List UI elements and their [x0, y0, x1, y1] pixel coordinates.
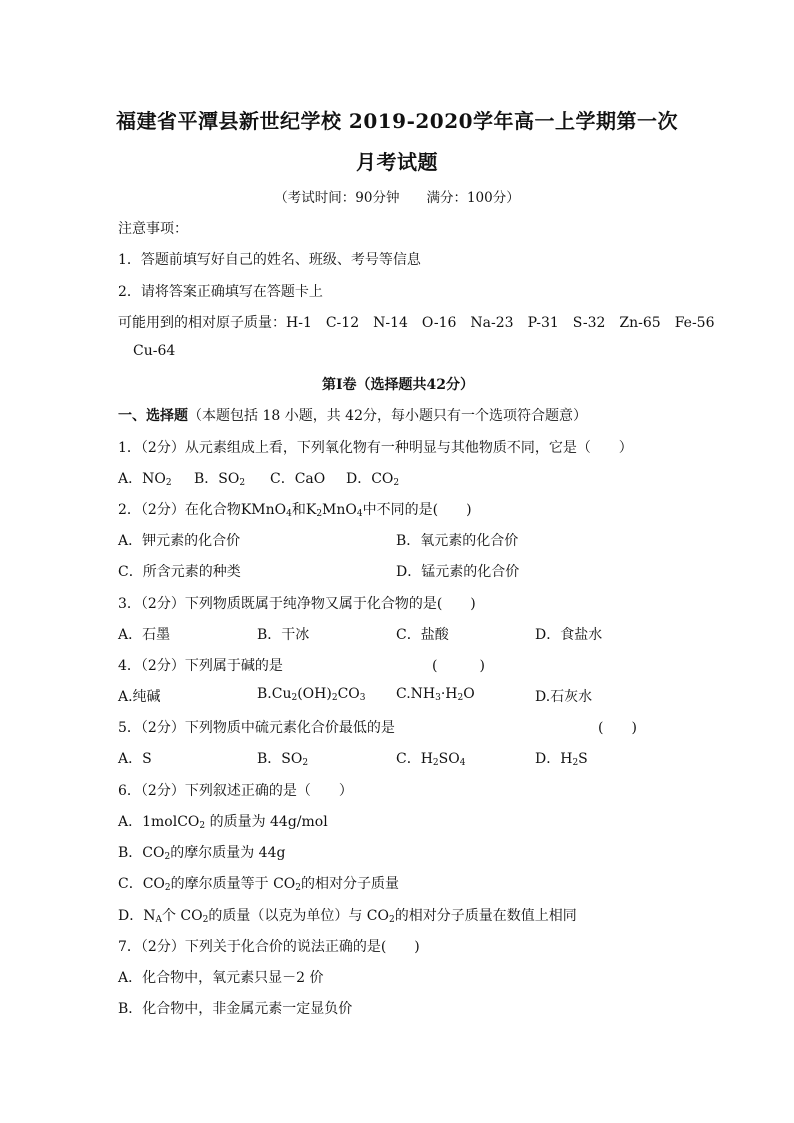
exam-title-line2: 月考试题 [356, 150, 438, 174]
part-heading [118, 405, 587, 425]
q5-option-b: B．$SO_2$ [257, 751, 309, 768]
q2-option-c: C．所含元素的种类 [118, 564, 241, 580]
q2-option-b: B．氧元素的化合价 [396, 533, 519, 549]
q1-option-b: B．$SO_2$ [194, 471, 246, 488]
q4-answer-paren: ( ) [432, 658, 485, 674]
question-6-stem: 6．（2分）下列叙述正确的是（ ） [118, 783, 353, 799]
part-label: 一、选择题 [118, 408, 188, 424]
exam-info: （考试时间：90分钟 满分：100分） [274, 190, 520, 206]
q4-option-a: A.纯碱 [118, 689, 161, 705]
question-4-stem: 4．（2分）下列属于碱的是 [118, 658, 283, 674]
q6-option-a: A．1molCO$_2$ 的质量为 44g/mol [118, 814, 328, 831]
q2-option-d: D．锰元素的化合价 [396, 564, 520, 580]
q7-option-a: A．化合物中，氧元素只显－2 价 [118, 970, 324, 986]
q6-option-d: D．$N_A$个 $CO_2$的质量（以克为单位）与 $CO_2$的相对分子质量在数值上相同 [118, 908, 577, 925]
q3-option-b: B．干冰 [257, 627, 310, 643]
exam-title-line1: 福建省平潭县新世纪学校 2019-2020学年高一上学期第一次 [115, 109, 679, 133]
q6-option-c: C．$CO_2$的摩尔质量等于 $CO_2$的相对分子质量 [118, 876, 400, 893]
question-3-stem: 3．（2分）下列物质既属于纯净物又属于化合物的是( ) [118, 596, 476, 612]
section-title: 第Ⅰ卷（选择题共42分） [321, 377, 475, 393]
question-5-stem: 5．（2分）下列物质中硫元素化合价最低的是 [118, 720, 395, 736]
part-desc: （本题包括 18 小题，共 42分，每小题只有一个选项符合题意） [188, 408, 587, 424]
note-item-1: 1．答题前填写好自己的姓名、班级、考号等信息 [118, 252, 421, 268]
notes-heading: 注意事项： [118, 221, 188, 237]
q6-option-b: B．$CO_2$的摩尔质量为 44g [118, 845, 286, 862]
q5-option-c: C．$H_2SO_4$ [396, 751, 466, 768]
q3-option-a: A．石墨 [118, 627, 171, 643]
atomic-masses: 可能用到的相对原子质量：H-1 C-12 N-14 O-16 Na-23 P-31 S-32 Zn-65 Fe-56 [118, 315, 715, 331]
q5-answer-paren: ( ) [598, 720, 637, 736]
q4-option-d: D.石灰水 [535, 689, 593, 705]
q1-option-c: C．CaO [270, 471, 326, 487]
q4-option-b: $B.Cu_2(OH)_2CO_3$ [257, 686, 366, 703]
q3-option-c: C．盐酸 [396, 627, 449, 643]
q5-option-a: A．S [118, 751, 152, 767]
q2-option-a: A．钾元素的化合价 [118, 533, 241, 549]
note-item-2: 2．请将答案正确填写在答题卡上 [118, 284, 323, 300]
q4-option-c: $C.NH_3\cdot H_2O$ [396, 686, 475, 703]
q3-option-d: D．食盐水 [535, 627, 603, 643]
question-1-stem: 1．（2分）从元素组成上看，下列氧化物有一种明显与其他物质不同，它是（ ） [118, 440, 633, 456]
q1-option-a: A．$NO_2$ [118, 471, 172, 488]
q7-option-b: B．化合物中，非金属元素一定显负价 [118, 1001, 353, 1017]
atomic-masses-cont: Cu-64 [133, 343, 176, 359]
q5-option-d: D．$H_2S$ [535, 751, 588, 768]
question-2-stem: 2．（2分）在化合物KMnO$_4$和$K_2MnO_4$中不同的是( ) [118, 502, 472, 519]
q1-option-d: D．$CO_2$ [346, 471, 400, 488]
question-7-stem: 7．（2分）下列关于化合价的说法正确的是( ) [118, 939, 420, 955]
